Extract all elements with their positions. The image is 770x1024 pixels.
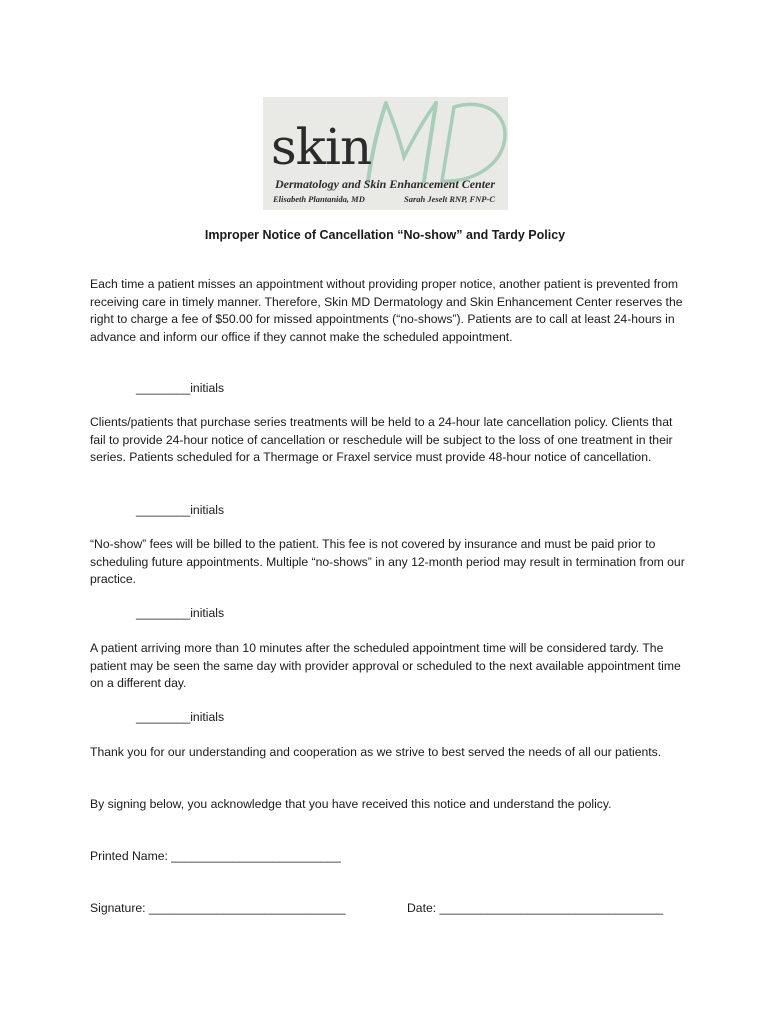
logo-doctor-left: Elisabeth Plantanida, MD bbox=[273, 194, 365, 204]
md-monogram-icon bbox=[358, 97, 508, 185]
date-field[interactable]: Date: _________________________________ bbox=[407, 901, 664, 915]
thank-you-paragraph: Thank you for our understanding and cooperation as we strive to best served the needs of all our patients. bbox=[90, 745, 662, 759]
logo-doctor-right: Sarah Jeselt RNP, FNP-C bbox=[404, 194, 495, 204]
policy-paragraph-tardy: A patient arriving more than 10 minutes after the scheduled appointment time will be considered tardy. The patient may be seen the same day with provider approval or scheduled to the next available appointment time on a different day. bbox=[90, 641, 681, 691]
policy-paragraph-billing: “No-show” fees will be billed to the patient. This fee is not covered by insurance and must be paid prior to scheduling future appointments. Multiple “no-shows” in any 12-month period may result in termination from our practice. bbox=[90, 537, 685, 587]
initials-line-2[interactable]: ________initials bbox=[136, 503, 225, 517]
acknowledgement-paragraph: By signing below, you acknowledge that you have received this notice and understand the policy. bbox=[90, 797, 612, 811]
policy-paragraph-no-show-fee: Each time a patient misses an appointment without providing proper notice, another patient is prevented from receiving care in timely manner. Therefore, Skin MD Dermatology and Skin Enhancement Center reserves the right to charge a fee of $50.00 for missed appointments (“no-shows”). Patients are to call at least 24-hours in advance and inform our office if they cannot make the scheduled appointment. bbox=[90, 277, 683, 344]
policy-paragraph-series-cancellation: Clients/patients that purchase series treatments will be held to a 24-hour late cancellation policy. Clients that fail to provide 24-hour notice of cancellation or reschedule will be subject to the loss of one treatment in their series. Patients scheduled for a Thermage or Fraxel service must provide 48-hour notice of cancellation. bbox=[90, 415, 673, 465]
initials-line-4[interactable]: ________initials bbox=[136, 710, 225, 724]
logo-tagline: Dermatology and Skin Enhancement Center bbox=[275, 177, 496, 191]
signature-field[interactable]: Signature: _____________________________ bbox=[90, 901, 346, 915]
initials-line-3[interactable]: ________initials bbox=[136, 606, 225, 620]
logo-brand-text: skin bbox=[271, 118, 372, 176]
initials-line-1[interactable]: ________initials bbox=[136, 381, 225, 395]
logo-doctors bbox=[273, 193, 495, 205]
document-title: Improper Notice of Cancellation “No-show” and Tardy Policy bbox=[204, 228, 566, 242]
printed-name-field[interactable]: Printed Name: _________________________ bbox=[90, 849, 341, 863]
clinic-logo bbox=[263, 97, 508, 210]
